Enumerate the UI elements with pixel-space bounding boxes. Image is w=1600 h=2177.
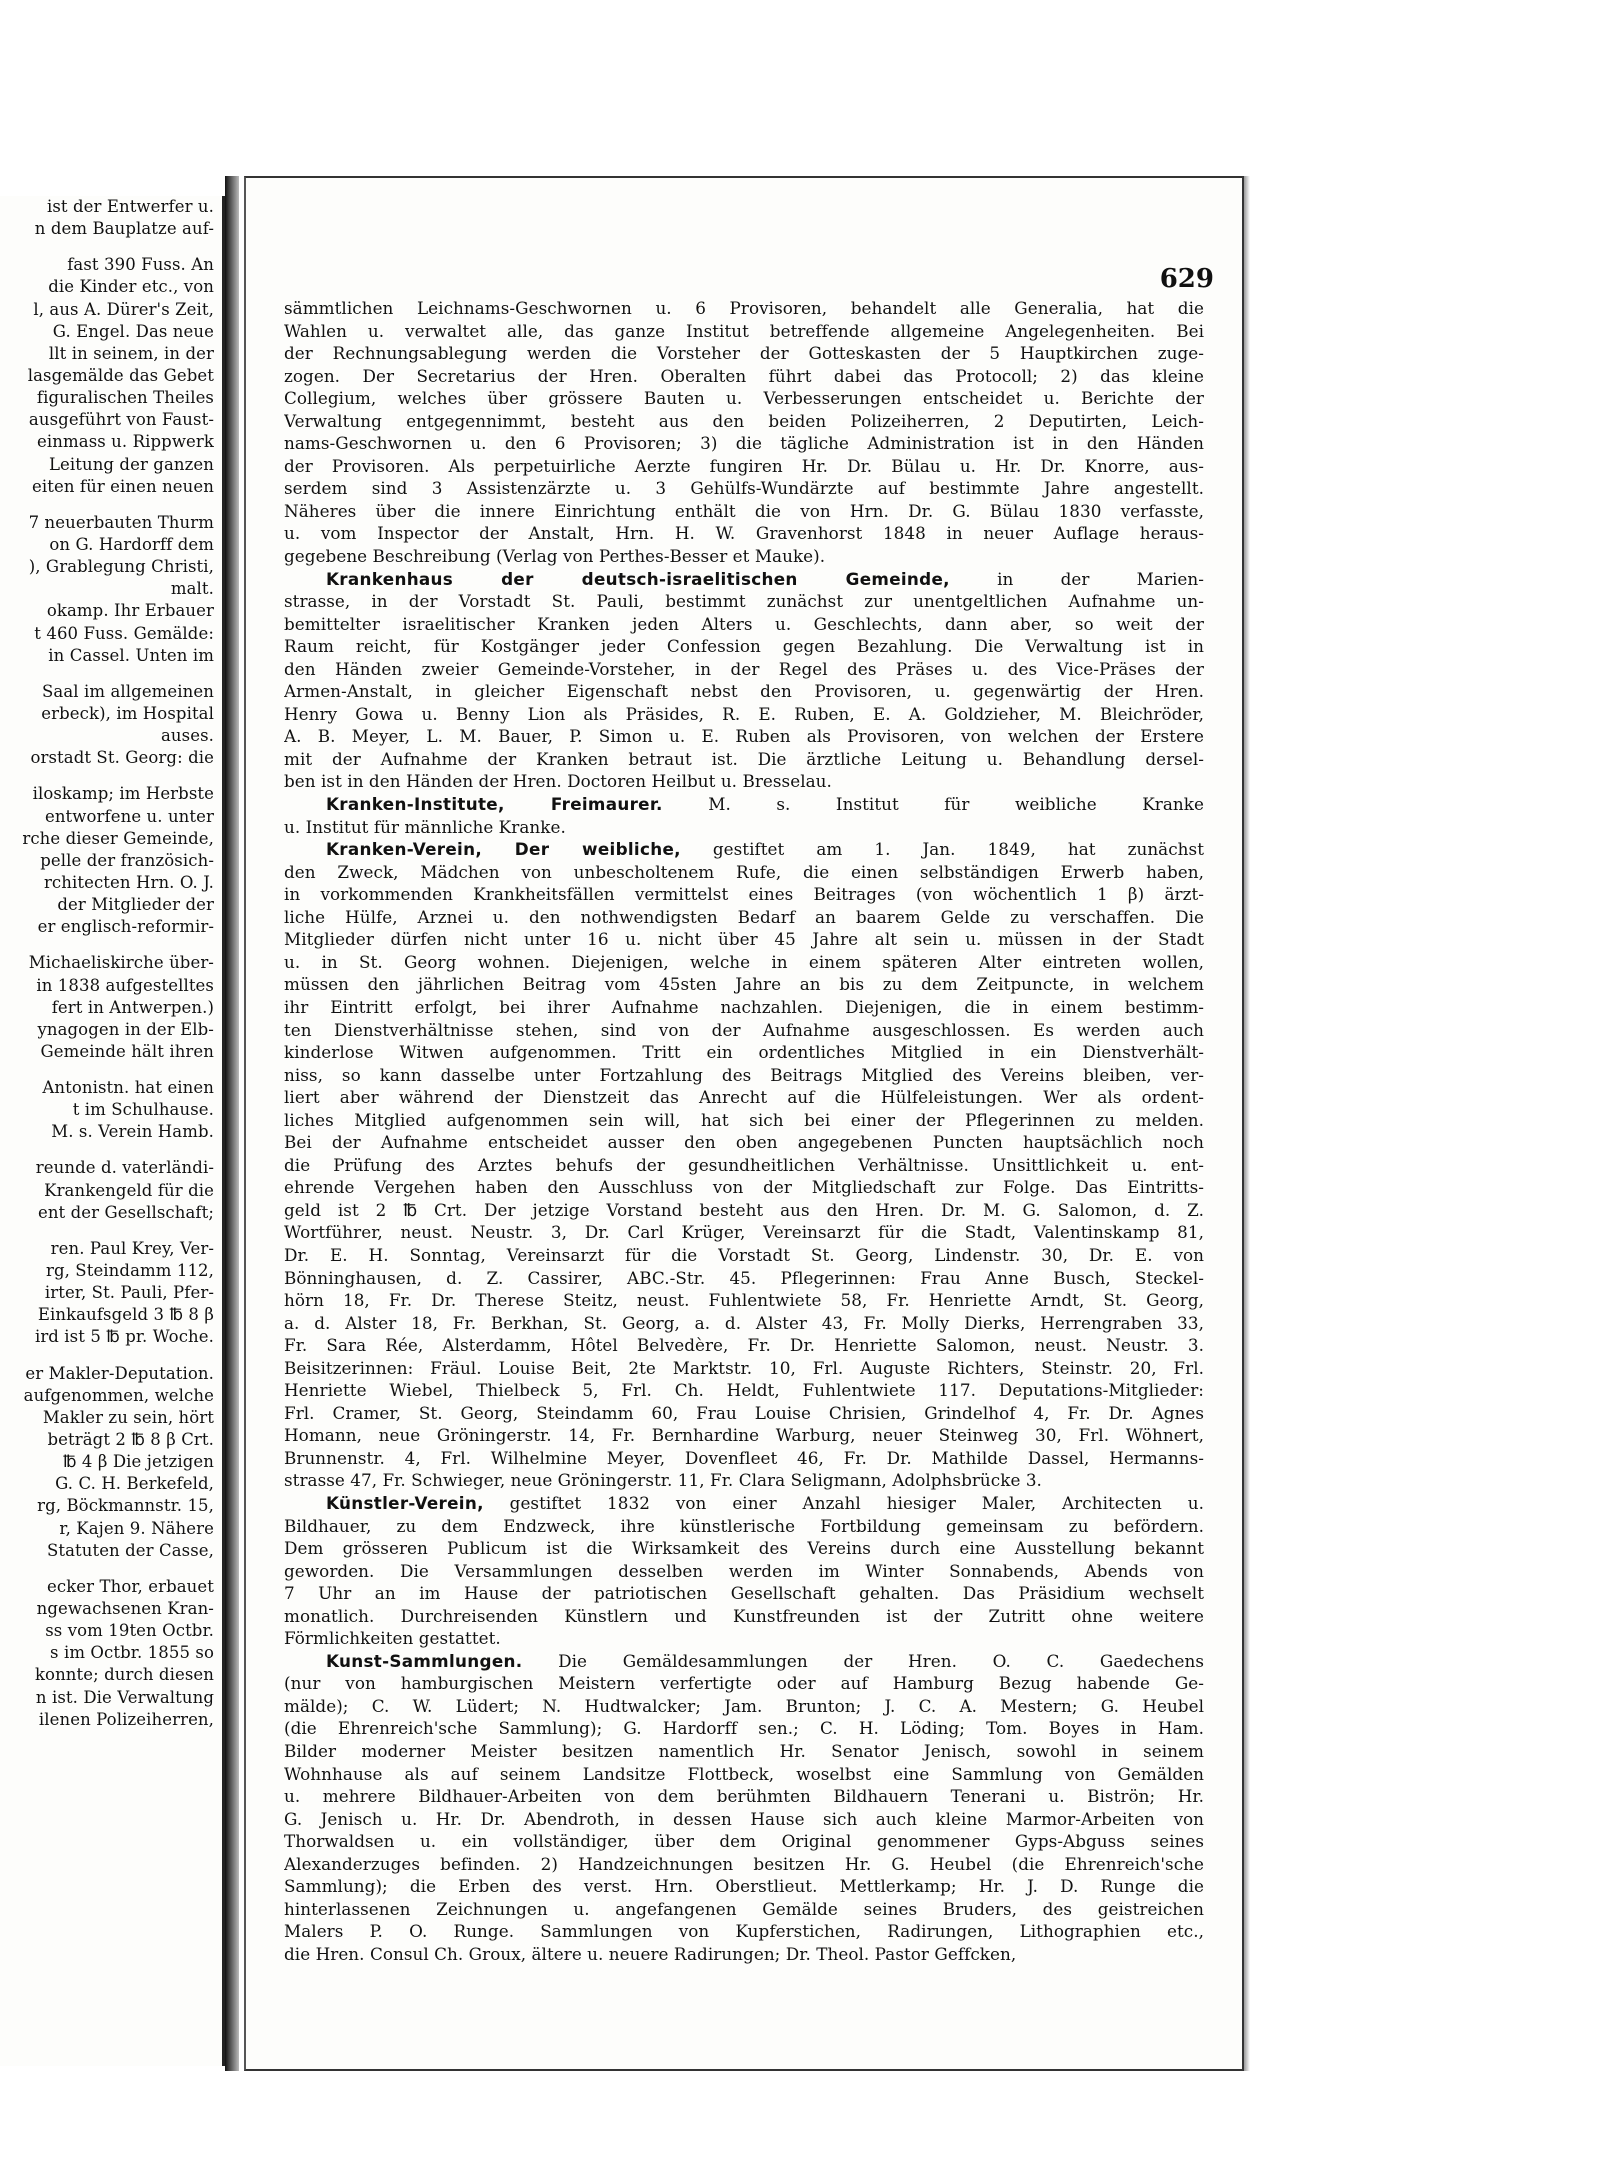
line-gap bbox=[0, 1562, 222, 1576]
text-line bbox=[284, 793, 1204, 816]
text-line: r, Kajen 9. Nähere bbox=[59, 1518, 214, 1538]
text-line: müssen den jährlichen Beitrag vom 45sten Jahre an bis zu dem Zeitpuncte, in welchem bbox=[284, 974, 1204, 995]
text-line: u. Institut für männliche Kranke. bbox=[284, 816, 566, 837]
line-gap bbox=[0, 938, 222, 952]
text-line: Fr. Sara Rée, Alsterdamm, Hôtel Belvedère, Fr. Dr. Henriette Salomon, neust. Neustr. 3. bbox=[284, 1335, 1204, 1356]
text-line: in vorkommenden Krankheitsfällen vermittelst eines Beitrages (von wöchentlich 1 β) ärzt- bbox=[284, 884, 1204, 905]
line-gap bbox=[0, 1063, 222, 1077]
text-line: Verwaltung entgegennimmt, besteht aus den beiden Polizeiherren, 2 Deputirten, Leich- bbox=[284, 410, 1204, 431]
text-line: strasse 47, Fr. Schwieger, neue Gröningerstr. 11, Fr. Clara Seligmann, Adolphsbrücke 3. bbox=[284, 1470, 1042, 1491]
text-line: die Hren. Consul Ch. Groux, ältere u. neuere Radirungen; Dr. Theol. Pastor Geffcken, bbox=[284, 1943, 1017, 1964]
previous-page-fragment bbox=[0, 196, 225, 2066]
text-line: die Kinder etc., von bbox=[48, 277, 214, 297]
text-line: ss vom 19ten Octbr. bbox=[45, 1621, 214, 1641]
text-line: gegebene Beschreibung (Verlag von Perthes-Besser et Mauke). bbox=[284, 546, 826, 567]
page-number: 629 bbox=[1159, 264, 1214, 294]
text-line: aufgenommen, welche bbox=[23, 1385, 214, 1405]
text-line: ist der Entwerfer u. bbox=[46, 197, 214, 216]
text-line: die Prüfung des Arztes behufs der gesundheitlichen Verhältnisse. Unsittlichkeit u. ent- bbox=[284, 1154, 1204, 1175]
entry-heading: Künstler-Verein, bbox=[326, 1492, 484, 1513]
page-edge bbox=[1244, 176, 1250, 2071]
line-gap bbox=[0, 1349, 222, 1363]
text-line: figuralischen Theiles bbox=[36, 388, 214, 408]
text-line: pelle der französich- bbox=[40, 850, 214, 870]
text-line: iloskamp; im Herbste bbox=[32, 784, 214, 804]
text-line: ehrende Vergehen haben den Ausschluss von der Mitgliedschaft zur Folge. Das Eintritts- bbox=[284, 1177, 1204, 1198]
line-gap bbox=[0, 667, 222, 681]
text-line: ben ist in den Händen der Hren. Doctoren Heilbut u. Bresselau. bbox=[284, 771, 832, 792]
text-line: ecker Thor, erbauet bbox=[46, 1576, 214, 1596]
text-line: kinderlose Witwen aufgenommen. Tritt ein ordentliches Mitglied in ein Dienstverhält- bbox=[284, 1042, 1204, 1063]
entry-heading: Kranken-Verein, Der weibliche, bbox=[326, 839, 681, 860]
text-line: eiten für einen neuen bbox=[32, 476, 214, 496]
text-line: er englisch-reformir- bbox=[37, 917, 214, 937]
text-line: Saal im allgemeinen bbox=[42, 681, 214, 701]
entry-text: gestiftet 1832 von einer Anzahl hiesiger Maler, Architecten u. bbox=[483, 1492, 1204, 1513]
text-line: Näheres über die innere Einrichtung enthält die von Hrn. Dr. G. Bülau 1830 verfasste, bbox=[284, 500, 1204, 521]
text-line: geld ist 2 ℔ Crt. Der jetzige Vorstand besteht aus den Hren. Dr. M. G. Salomon, d. Z. bbox=[284, 1199, 1204, 1220]
text-line: ent der Gesellschaft; bbox=[37, 1202, 214, 1222]
text-line: sämmtlichen Leichnams-Geschwornen u. 6 Provisoren, behandelt alle Generalia, hat die bbox=[284, 298, 1204, 318]
text-line: hinterlassenen Zeichnungen u. angefangenen Gemälde seines Bruders, des geistreichen bbox=[284, 1898, 1204, 1919]
text-line: Bönninghausen, d. Z. Cassirer, ABC.-Str. 45. Pflegerinnen: Frau Anne Busch, Steckel- bbox=[284, 1267, 1204, 1288]
text-line: Gemeinde hält ihren bbox=[40, 1041, 214, 1061]
text-line: G. Engel. Das neue bbox=[52, 321, 214, 341]
text-line: liche Hülfe, Arznei u. den nothwendigsten Bedarf an baarem Gelde zu verschaffen. Die bbox=[284, 906, 1204, 927]
entry-heading: Kranken-Institute, Freimaurer. bbox=[326, 794, 663, 815]
text-line: erbeck), im Hospital bbox=[41, 703, 214, 723]
book-spine bbox=[225, 176, 239, 2071]
text-line: Wortführer, neust. Neustr. 3, Dr. Carl Krüger, Vereinsarzt für die Stadt, Valentinskamp 81, bbox=[284, 1222, 1204, 1243]
text-line: in 1838 aufgestelltes bbox=[36, 975, 214, 995]
text-line: Einkaufsgeld 3 ℔ 8 β bbox=[37, 1305, 214, 1325]
text-line: nams-Geschwornen u. den 6 Provisoren; 3) die tägliche Administration ist in den Händen bbox=[284, 433, 1204, 454]
text-line: Thorwaldsen u. ein vollständiger, über dem Original genommener Gyps-Abguss seines bbox=[284, 1831, 1204, 1852]
line-gap bbox=[0, 769, 222, 783]
text-line: ngewachsenen Kran- bbox=[36, 1599, 214, 1619]
text-line: 7 neuerbauten Thurm bbox=[28, 512, 214, 532]
text-line: ), Grablegung Christi, bbox=[28, 557, 214, 577]
text-line: bemittelter israelitischer Kranken jeden Alters u. Geschlechts, dann aber, so weit der bbox=[284, 613, 1204, 634]
text-line: hörn 18, Fr. Dr. Therese Steitz, neust. Fuhlentwiete 58, Fr. Henriette Arndt, St. Georg, bbox=[284, 1290, 1204, 1311]
text-line: u. in St. Georg wohnen. Diejenigen, welche in einem späteren Alter eintreten wollen, bbox=[284, 951, 1204, 972]
text-line: rche dieser Gemeinde, bbox=[22, 828, 214, 848]
text-line: strasse, in der Vorstadt St. Pauli, bestimmt zunächst zur unentgeltlichen Aufnahme un- bbox=[284, 591, 1204, 612]
text-line: (die Ehrenreich'sche Sammlung); G. Hardorff sen.; C. H. Löding; Tom. Boyes in Ham. bbox=[284, 1718, 1204, 1739]
text-line: n dem Bauplatze auf- bbox=[34, 219, 214, 239]
text-line: rg, Böckmannstr. 15, bbox=[37, 1496, 214, 1516]
text-line: Sammlung); die Erben des verst. Hrn. Oberstlieut. Mettlerkamp; Hr. J. D. Runge die bbox=[284, 1876, 1204, 1897]
text-line: Michaeliskirche über- bbox=[28, 953, 214, 973]
text-line: monatlich. Durchreisenden Künstlern und Kunstfreunden ist der Zutritt ohne weitere bbox=[284, 1605, 1204, 1626]
text-line: Armen-Anstalt, in gleicher Eigenschaft nebst den Provisoren, u. gegenwärtig der Hren. bbox=[284, 681, 1204, 702]
text-line: der Provisoren. Als perpetuirliche Aerzte fungiren Hr. Dr. Bülau u. Hr. Dr. Knorre, aus- bbox=[284, 455, 1204, 476]
text-line: den Händen zweier Gemeinde-Vorsteher, in der Regel des Präses u. des Vice-Präses der bbox=[284, 658, 1204, 679]
text-line: Bildhauer, zu dem Endzweck, ihre künstlerische Fortbildung gemeinsam zu befördern. bbox=[284, 1515, 1204, 1536]
text-line: Statuten der Casse, bbox=[46, 1540, 214, 1560]
text-line: a. d. Alster 18, Fr. Berkhan, St. Georg, a. d. Alster 43, Fr. Molly Dierks, Herrengraben 33, bbox=[284, 1312, 1204, 1333]
text-line: ird ist 5 ℔ pr. Woche. bbox=[34, 1327, 214, 1347]
text-line: 7 Uhr an im Hause der patriotischen Gesellschaft gehalten. Das Präsidium wechselt bbox=[284, 1583, 1204, 1604]
text-line: serdem sind 3 Assistenzärzte u. 3 Gehülfs-Wundärzte auf bestimmte Jahre angestellt. bbox=[284, 478, 1204, 499]
text-line: der Rechnungsablegung werden die Vorsteher der Gotteskasten der 5 Hauptkirchen zuge- bbox=[284, 343, 1204, 364]
text-line: Wohnhause als auf seinem Landsitze Flottbeck, woselbst eine Sammlung von Gemälden bbox=[284, 1763, 1204, 1784]
text-line: Collegium, welches über grössere Bauten u. Verbesserungen entscheidet u. Berichte der bbox=[284, 388, 1204, 409]
text-line: mälde); C. W. Lüdert; N. Hudtwalcker; Jam. Brunton; J. C. A. Mestern; G. Heubel bbox=[284, 1695, 1204, 1716]
text-line: der Mitglieder der bbox=[57, 895, 214, 915]
text-line: Dem grösseren Publicum ist die Wirksamkeit des Vereins durch eine Ausstellung bekannt bbox=[284, 1538, 1204, 1559]
entry-text: gestiftet am 1. Jan. 1849, hat zunächst bbox=[680, 839, 1204, 860]
text-line: ℔ 4 β Die jetzigen bbox=[62, 1452, 214, 1472]
text-line: entworfene u. unter bbox=[44, 806, 214, 826]
current-page bbox=[244, 176, 1244, 2071]
text-line: (nur von hamburgischen Meistern verfertigte oder auf Hamburg Bezug habende Ge- bbox=[284, 1673, 1204, 1694]
text-line: fast 390 Fuss. An bbox=[67, 255, 214, 275]
text-line: Beisitzerinnen: Fräul. Louise Beit, 2te Marktstr. 10, Frl. Auguste Richters, Steinstr. 20, Frl. bbox=[284, 1357, 1204, 1378]
text-line: Makler zu sein, hört bbox=[42, 1407, 214, 1427]
text-line: ausgeführt von Faust- bbox=[28, 410, 214, 430]
page-body-text bbox=[284, 297, 1204, 1965]
text-line: u. vom Inspector der Anstalt, Hrn. H. W. Gravenhorst 1848 in neuer Auflage heraus- bbox=[284, 523, 1204, 544]
entry-text: M. s. Institut für weibliche Kranke bbox=[662, 794, 1204, 815]
entry-text: in der Marien- bbox=[949, 568, 1204, 589]
text-line: Bei der Aufnahme entscheidet ausser den oben angegebenen Puncten hauptsächlich noch bbox=[284, 1132, 1204, 1153]
text-line: liches Mitglied aufgenommen sein will, hat sich bei einer der Pflegerinnen zu melden. bbox=[284, 1109, 1204, 1130]
text-line: Raum reicht, für Kostgänger jeder Confession gegen Bezahlung. Die Verwaltung ist in bbox=[284, 636, 1204, 657]
text-line: llt in seinem, in der bbox=[48, 343, 214, 363]
text-line: Malers P. O. Runge. Sammlungen von Kupferstichen, Radirungen, Lithographien etc., bbox=[284, 1921, 1204, 1942]
text-line: Homann, neue Gröningerstr. 14, Fr. Bernhardine Warburg, neuer Steinweg 30, Frl. Wöhnert, bbox=[284, 1425, 1204, 1446]
text-line: fert in Antwerpen.) bbox=[51, 997, 214, 1017]
text-line: rg, Steindamm 112, bbox=[45, 1261, 214, 1281]
text-line: Henriette Wiebel, Thielbeck 5, Frl. Ch. Heldt, Fuhlentwiete 117. Deputations-Mitglieder: bbox=[284, 1380, 1204, 1401]
text-line: Brunnenstr. 4, Frl. Wilhelmine Meyer, Dovenfleet 46, Fr. Dr. Mathilde Dassel, Hermanns- bbox=[284, 1447, 1204, 1468]
text-line: den Zweck, Mädchen von unbescholtenem Rufe, die einen selbständigen Erwerb haben, bbox=[284, 861, 1204, 882]
text-line: ren. Paul Krey, Ver- bbox=[50, 1238, 214, 1258]
text-line: konnte; durch diesen bbox=[34, 1665, 214, 1685]
text-line: Henry Gowa u. Benny Lion als Präsides, R. E. Ruben, E. A. Goldzieher, M. Bleichröder, bbox=[284, 703, 1204, 724]
text-line bbox=[284, 568, 1204, 591]
text-line: okamp. Ihr Erbauer bbox=[46, 601, 214, 621]
entry-heading: Krankenhaus der deutsch-israelitischen Gemeinde, bbox=[326, 568, 950, 589]
text-line: auses. bbox=[160, 726, 214, 746]
text-line: Förmlichkeiten gestattet. bbox=[284, 1628, 501, 1649]
text-line: malt. bbox=[170, 579, 214, 599]
text-line: niss, so kann dasselbe unter Fortzahlung des Beitrags Mitglied des Vereins bleiben, ver- bbox=[284, 1064, 1204, 1085]
text-line: l, aus A. Dürer's Zeit, bbox=[33, 299, 214, 319]
text-line: M. s. Verein Hamb. bbox=[51, 1122, 214, 1142]
text-line: Antonistn. hat einen bbox=[42, 1078, 214, 1098]
text-line: Mitglieder dürfen nicht unter 16 u. nicht über 45 Jahre alt sein u. müssen in der Stadt bbox=[284, 929, 1204, 950]
text-line: n ist. Die Verwaltung bbox=[35, 1687, 214, 1707]
text-line: lasgemälde das Gebet bbox=[27, 365, 214, 385]
text-line: G. C. H. Berkefeld, bbox=[55, 1474, 214, 1494]
text-line: t 460 Fuss. Gemälde: bbox=[34, 623, 214, 643]
text-line: ten Dienstverhältnisse stehen, sind von der Aufnahme ausgeschlossen. Es werden auch bbox=[284, 1019, 1204, 1040]
text-line: Alexanderzuges befinden. 2) Handzeichnungen besitzen Hr. G. Heubel (die Ehrenreich'sche bbox=[284, 1853, 1204, 1874]
text-line: reunde d. vaterländi- bbox=[35, 1158, 214, 1178]
text-line: Frl. Cramer, St. Georg, Steindamm 60, Frau Louise Chrisien, Grindelhof 4, Fr. Dr. Agnes bbox=[284, 1402, 1204, 1423]
text-line: ynagogen in der Elb- bbox=[37, 1019, 214, 1039]
text-line: Krankengeld für die bbox=[44, 1180, 214, 1200]
text-line: zogen. Der Secretarius der Hren. Oberalten führt dabei das Protocoll; 2) das kleine bbox=[284, 365, 1204, 386]
text-line: ihr Eintritt erfolgt, bei ihrer Aufnahme nachzahlen. Diejenigen, die in einem bestimm- bbox=[284, 996, 1204, 1017]
line-gap bbox=[0, 498, 222, 512]
text-line: liert aber während der Dienstzeit das Anrecht auf die Hülfeleistungen. Wer als ordent- bbox=[284, 1087, 1204, 1108]
text-line: in Cassel. Unten im bbox=[48, 645, 214, 665]
text-line: irter, St. Pauli, Pfer- bbox=[44, 1283, 214, 1303]
line-gap bbox=[0, 1224, 222, 1238]
text-line bbox=[284, 1492, 1204, 1515]
text-line: s im Octbr. 1855 so bbox=[50, 1643, 214, 1663]
text-line: einmass u. Rippwerk bbox=[37, 432, 214, 452]
text-line: Bilder moderner Meister besitzen namentlich Hr. Senator Jenisch, sowohl in seinem bbox=[284, 1741, 1204, 1761]
text-line: orstadt St. Georg: die bbox=[30, 748, 214, 768]
text-line: mit der Aufnahme der Kranken betraut ist. Die ärztliche Leitung u. Behandlung dersel- bbox=[284, 748, 1204, 769]
text-line: rchitecten Hrn. O. J. bbox=[43, 872, 214, 892]
text-line: on G. Hardorff dem bbox=[49, 534, 214, 554]
text-line bbox=[284, 838, 1204, 861]
text-line: Leitung der ganzen bbox=[48, 454, 214, 474]
text-line: ilenen Polizeiherren, bbox=[38, 1709, 214, 1729]
entry-text: Die Gemäldesammlungen der Hren. O. C. Gaedechens bbox=[522, 1650, 1204, 1671]
text-line: t im Schulhause. bbox=[72, 1100, 214, 1120]
text-line: Dr. E. H. Sonntag, Vereinsarzt für die Vorstadt St. Georg, Lindenstr. 30, Dr. E. von bbox=[284, 1244, 1204, 1265]
previous-page-text bbox=[0, 196, 222, 1731]
text-line: Wahlen u. verwaltet alle, das ganze Institut betreffende allgemeine Angelegenheiten. Bei bbox=[284, 320, 1204, 341]
text-line: A. B. Meyer, L. M. Bauer, P. Simon u. E. Ruben als Provisoren, von welchen der Erstere bbox=[284, 726, 1204, 747]
text-line: u. mehrere Bildhauer-Arbeiten von dem berühmten Bildhauern Tenerani u. Biströn; Hr. bbox=[284, 1786, 1204, 1807]
text-line bbox=[284, 1650, 1204, 1673]
text-line: beträgt 2 ℔ 8 β Crt. bbox=[47, 1430, 214, 1450]
text-line: G. Jenisch u. Hr. Dr. Abendroth, in dessen Hause sich auch kleine Marmor-Arbeiten von bbox=[284, 1808, 1204, 1829]
text-line: geworden. Die Versammlungen desselben werden im Winter Sonnabends, Abends von bbox=[284, 1560, 1204, 1581]
line-gap bbox=[0, 1143, 222, 1157]
line-gap bbox=[0, 240, 222, 254]
entry-heading: Kunst-Sammlungen. bbox=[326, 1650, 523, 1671]
text-line: er Makler-Deputation. bbox=[25, 1363, 214, 1383]
